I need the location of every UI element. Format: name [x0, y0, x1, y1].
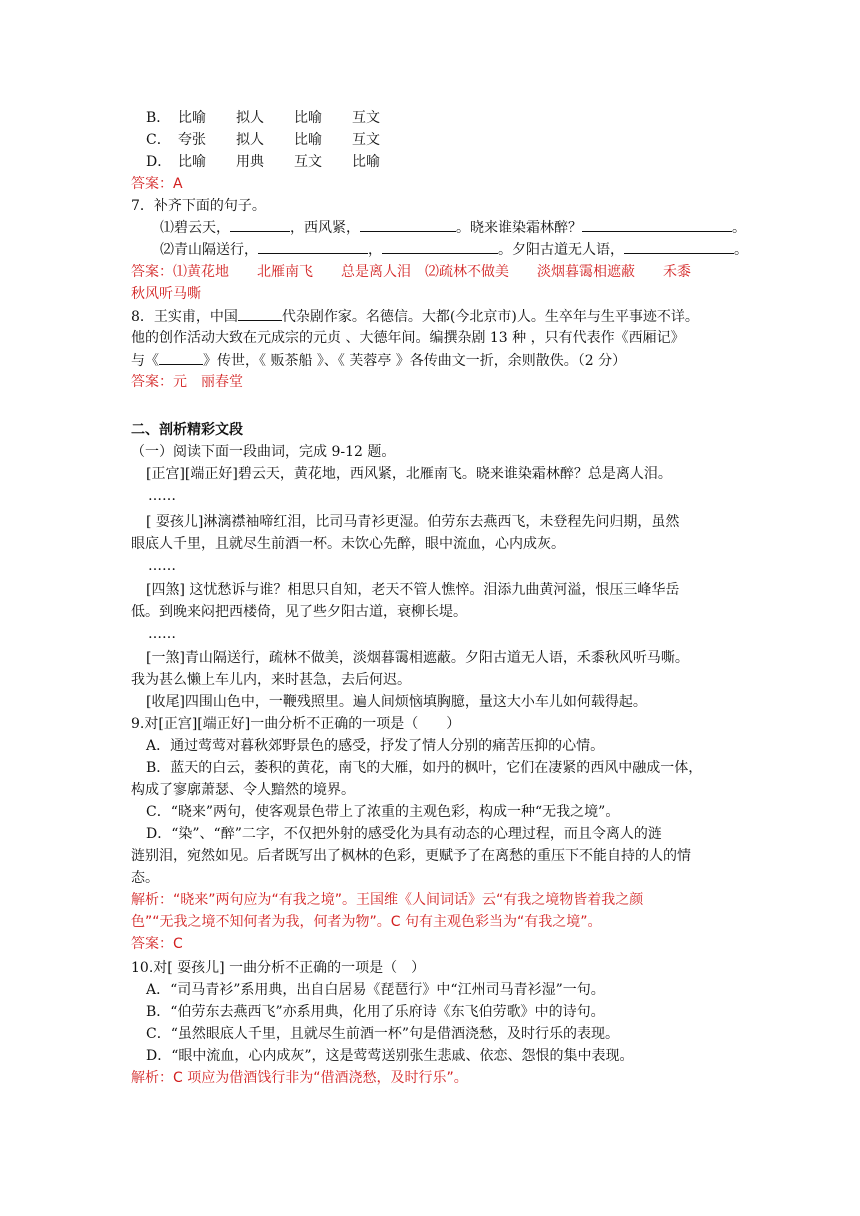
q10-explanation: 解析：C 项应为借酒饯行非为“借酒浇愁，及时行乐”。: [131, 1070, 468, 1086]
answer-6: 答案：A: [131, 176, 183, 192]
q9-option-d2: 涟别泪，宛然如见。后者既写出了枫林的色彩，更赋予了在离愁的重压下不能自持的人的情: [131, 848, 691, 864]
text: 代杂剧作家。名德信。大都(今北京市)人。生卒年与生平事迹不详。: [281, 309, 699, 325]
q9-option-a: A．通过莺莺对暮秋郊野景色的感受，抒发了情人分别的痛苦压抑的心情。: [146, 738, 605, 754]
ellipsis: ……: [148, 626, 176, 642]
section-2-intro: （一）阅读下面一段曲词，完成 9-12 题。: [131, 444, 396, 460]
option-item: 比喻: [294, 132, 322, 148]
fill-blank[interactable]: [258, 239, 368, 254]
q7-line1: [160, 217, 746, 238]
fill-blank[interactable]: [159, 350, 203, 365]
option-item: 比喻: [352, 154, 380, 170]
text: ⑵青山隔送行，: [160, 242, 258, 258]
option-letter: B．: [146, 110, 171, 126]
option-item: 互文: [352, 132, 380, 148]
option-item: 拟人: [236, 132, 264, 148]
q9-option-c: C．“晓来”两句，使客观景色带上了浓重的主观色彩，构成一种“无我之境”。: [146, 804, 620, 820]
text: 与《: [131, 353, 159, 369]
text: ，西风紧，: [290, 220, 360, 236]
option-letter: D．: [146, 154, 172, 170]
q8-line2: 他的创作活动大致在元成宗的元贞 、大德年间。编撰杂剧 13 种 ，只有代表作《西厢记》: [131, 330, 685, 346]
lyric-p1: [正宫][端正好]碧云天，黄花地，西风紧，北雁南飞。晓来谁染霜林醉？总是离人泪。: [146, 466, 672, 482]
q10-option-a: A．“司马青衫”系用典，出自白居易《琵琶行》中“江州司马青衫湿”一句。: [146, 982, 605, 998]
q9-answer: 答案：C: [131, 936, 183, 952]
lyric-p3b: 低。到晚来闷把西楼倚，见了些夕阳古道，衰柳长堤。: [131, 604, 467, 620]
fill-blank[interactable]: [382, 239, 498, 254]
option-item: 夸张: [178, 132, 206, 148]
ellipsis: ……: [148, 558, 176, 574]
option-item: 比喻: [294, 110, 322, 126]
text: 。: [734, 242, 748, 258]
text: 。夕阳古道无人语，: [498, 242, 624, 258]
lyric-p3a: [四煞] 这忧愁诉与谁？相思只自知，老天不管人憔悴。泪添九曲黄河溢，恨压三峰华岳: [146, 582, 680, 598]
option-b-row: [146, 108, 410, 128]
text: 。晓来谁染霜林醉？: [456, 220, 582, 236]
option-item: 互文: [294, 154, 322, 170]
q9-option-b2: 构成了寥廓萧瑟、令人黯然的境界。: [131, 782, 355, 798]
answer-7-line2: 秋风听马嘶: [131, 286, 201, 302]
lyric-p5: [收尾]四围山色中，一鞭残照里。遍人间烦恼填胸臆，量这大小车儿如何载得起。: [146, 694, 647, 710]
q10-option-d: D．“眼中流血，心内成灰”，这是莺莺送别张生悲戚、依恋、怨恨的集中表现。: [146, 1048, 634, 1064]
fill-blank[interactable]: [582, 217, 732, 232]
lyric-p4a: [一煞]青山隔送行，疏林不做美，淡烟暮霭相遮蔽。夕阳古道无人语，禾黍秋风听马嘶。: [146, 650, 689, 666]
q10-title: 10.对[ 耍孩儿] 一曲分析不正确的一项是（ ）: [131, 960, 426, 976]
text: ⑴碧云天，: [160, 220, 230, 236]
ellipsis: ……: [148, 488, 176, 504]
q10-option-c: C．“虽然眼底人千里，且就尽生前酒一杯”句是借酒浇愁，及时行乐的表现。: [146, 1026, 620, 1042]
option-item: 用典: [236, 154, 264, 170]
option-c-row: [146, 130, 410, 150]
q7-title: 7．补齐下面的句子。: [131, 198, 266, 214]
fill-blank[interactable]: [360, 217, 456, 232]
option-letter: C．: [146, 132, 171, 148]
q7-line2: [160, 239, 748, 260]
answer-8: 答案：元 丽春堂: [131, 374, 243, 390]
text: 。: [732, 220, 746, 236]
q9-title: 9.对[正宫][端正好]一曲分析不正确的一项是（ ）: [131, 716, 461, 732]
q9-option-d1: D．“染”、“醉”二字，不仅把外射的感受化为具有动态的心理过程，而且令离人的涟: [146, 826, 662, 842]
option-item: 比喻: [178, 154, 206, 170]
q9-explanation-2: 色”“无我之境不知何者为我，何者为物”。C 句有主观色彩当为“有我之境”。: [131, 914, 602, 930]
q10-option-b: B．“伯劳东去燕西飞”亦系用典，化用了乐府诗《东飞伯劳歌》中的诗句。: [146, 1004, 605, 1020]
q9-explanation-1: 解析：“晓来”两句应为“有我之境”。王国维《人间词话》云“有我之境物皆着我之颜: [131, 892, 644, 908]
text: 》传世，《 贩茶船 》、《 芙蓉亭 》各传曲文一折，余则散佚。（2 分）: [203, 353, 627, 369]
lyric-p2b: 眼底人千里，且就尽生前酒一杯。未饮心先醉，眼中流血，心内成灰。: [131, 536, 565, 552]
section-2-title: 二、剖析精彩文段: [131, 422, 243, 438]
answer-7-line1: 答案：⑴黄花地 北雁南飞 总是离人泪 ⑵疏林不做美 淡烟暮霭相遮蔽 禾黍: [131, 264, 691, 280]
text: ，: [368, 242, 382, 258]
q9-option-d3: 态。: [131, 870, 159, 886]
option-item: 比喻: [178, 110, 206, 126]
q8-line3: [131, 350, 626, 371]
fill-blank[interactable]: [230, 217, 290, 232]
option-d-row: [146, 152, 410, 172]
text: 8．王实甫，中国: [131, 309, 238, 325]
q9-option-b1: B．蓝天的白云，萎积的黄花，南飞的大雁，如丹的枫叶，它们在凄紧的西风中融成一体，: [146, 760, 703, 776]
q8-line1: [131, 306, 699, 327]
lyric-p4b: 我为甚么懒上车儿内，来时甚急，去后何迟。: [131, 672, 411, 688]
option-item: 互文: [352, 110, 380, 126]
fill-blank[interactable]: [624, 239, 734, 254]
option-item: 拟人: [236, 110, 264, 126]
fill-blank[interactable]: [238, 306, 282, 321]
lyric-p2a: [ 耍孩儿]淋漓襟袖啼红泪，比司马青衫更湿。伯劳东去燕西飞，未登程先问归期，虽然: [146, 514, 680, 530]
